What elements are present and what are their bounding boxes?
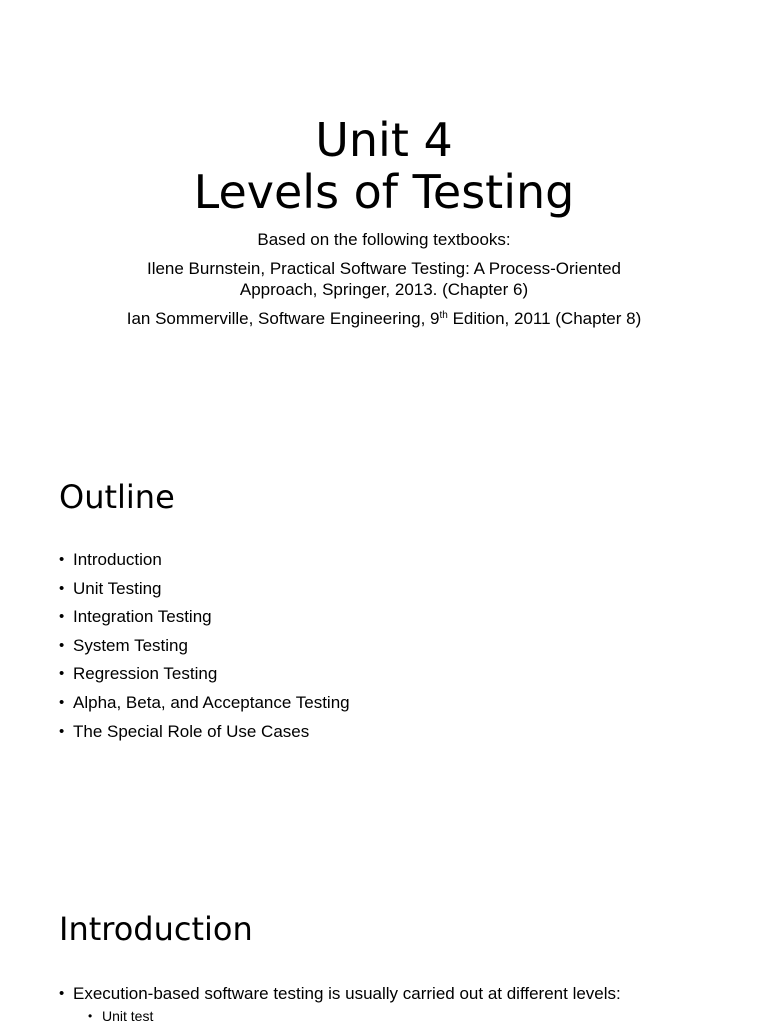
- sub-list-item: [88, 1007, 153, 1025]
- list-item-text: Execution-based software testing is usually carried out at different levels:: [73, 984, 621, 1003]
- list-item-text: Integration Testing: [73, 607, 212, 627]
- list-item: [59, 718, 350, 747]
- list-item-text: Alpha, Beta, and Acceptance Testing: [73, 692, 350, 712]
- title-slide: [0, 0, 768, 430]
- bullet-icon: •: [59, 579, 65, 597]
- introduction-heading: Introduction: [59, 910, 253, 948]
- bullet-icon: •: [59, 636, 65, 654]
- list-item: [59, 980, 621, 1009]
- bullet-icon: •: [59, 693, 65, 711]
- introduction-sub-list: [88, 1007, 153, 1025]
- list-item-text: Regression Testing: [73, 664, 218, 684]
- list-item-text: Unit Testing: [73, 578, 162, 598]
- bullet-icon: •: [59, 608, 65, 626]
- title-line-unit: Unit 4: [315, 113, 453, 167]
- edition-superscript: th: [439, 310, 448, 321]
- bullet-icon: •: [59, 722, 65, 740]
- introduction-list: [59, 980, 621, 1009]
- list-item: [59, 575, 350, 604]
- outline-heading: Outline: [59, 478, 175, 516]
- list-item-text: The Special Role of Use Cases: [73, 721, 310, 741]
- bullet-icon: •: [59, 551, 65, 568]
- outline-slide: [0, 430, 768, 860]
- reference-burnstein-line-1: Ilene Burnstein, Practical Software Testing: A Process-Oriented: [146, 259, 622, 278]
- list-item: [59, 689, 350, 718]
- bullet-icon: •: [59, 665, 65, 683]
- reference-sommerville-text-end: Edition, 2011 (Chapter 8): [447, 309, 642, 328]
- reference-sommerville-text: Ian Sommerville, Software Engineering, 9: [126, 309, 440, 328]
- list-item: [59, 632, 350, 661]
- reference-burnstein-line-2: Approach, Springer, 2013. (Chapter 6): [239, 280, 529, 299]
- introduction-slide: [0, 860, 768, 1024]
- textbooks-intro: Based on the following textbooks:: [257, 230, 511, 249]
- bullet-icon: •: [88, 1009, 93, 1023]
- bullet-icon: •: [59, 985, 65, 1002]
- list-item: [59, 603, 350, 632]
- list-item: [59, 660, 350, 689]
- reference-sommerville: [0, 309, 768, 329]
- outline-list: [59, 546, 350, 746]
- title-line-topic: Levels of Testing: [193, 165, 575, 219]
- list-item-text: Introduction: [73, 550, 162, 569]
- list-item: [59, 546, 350, 575]
- sub-list-item-text: Unit test: [102, 1008, 154, 1024]
- list-item-text: System Testing: [73, 635, 188, 655]
